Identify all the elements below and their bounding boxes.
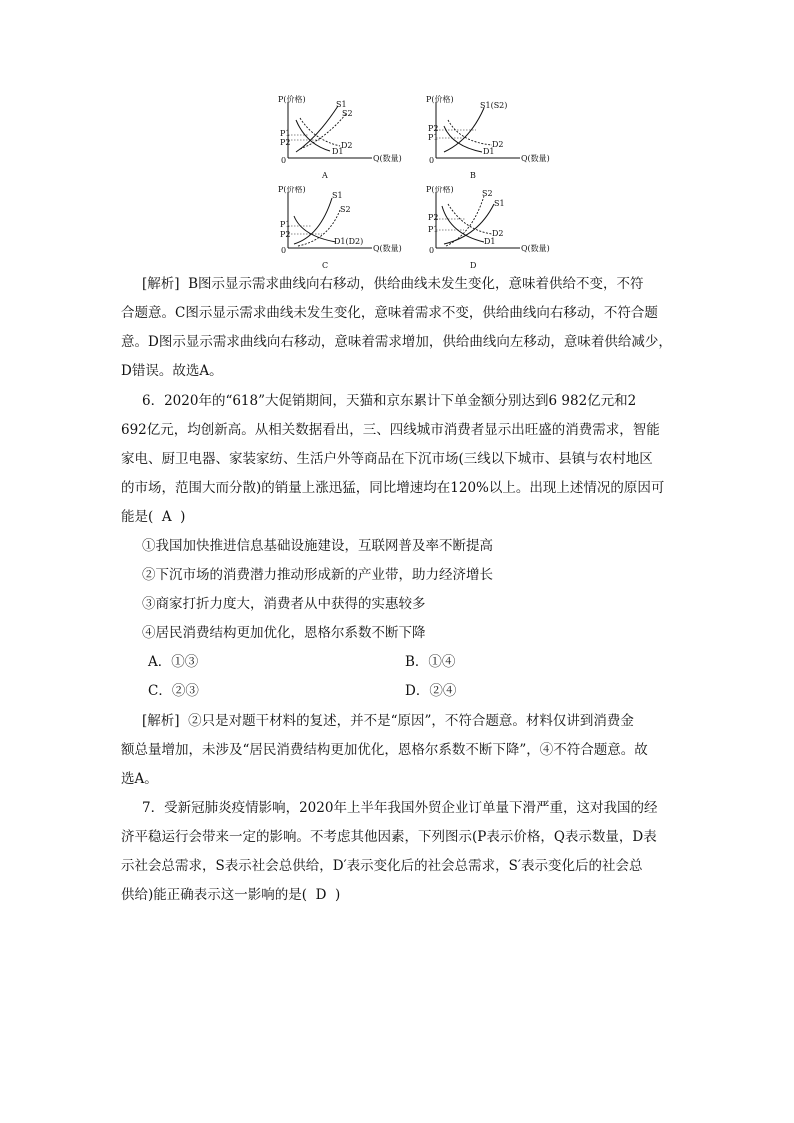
curve-label: D1	[332, 147, 344, 156]
q5-analysis-line: [解析] B图示显示需求曲线向右移动，供给曲线未发生变化，意味着供给不变，不符	[142, 276, 644, 292]
q5-analysis-line: 意。D图示显示需求曲线向右移动，意味着需求增加，供给曲线向左移动，意味着供给减少，	[121, 334, 672, 350]
price-label: P2	[428, 213, 439, 222]
q6-stem-line: 家电、厨卫电器、家装家纺、生活户外等商品在下沉市场(三线以下城市、县镇与农村地区	[121, 451, 653, 467]
curve-label: S1	[494, 199, 505, 208]
origin-label: 0	[429, 246, 435, 255]
curve-label: D2	[492, 229, 504, 238]
p-axis-label: P(价格)	[426, 95, 454, 104]
q7-stem-line: 示社会总需求，S表示社会总供给，D′表示变化后的社会总需求，S′表示变化后的社会总	[121, 858, 643, 874]
curve-label: S2	[342, 109, 353, 118]
q6-item: ③商家打折力度大，消费者从中获得的实惠较多	[142, 596, 426, 612]
panel-label: A	[322, 171, 328, 180]
origin-label: 0	[281, 246, 287, 255]
demand-curve	[294, 216, 336, 242]
option-d: D．②④	[405, 683, 457, 699]
demand-curve-2	[448, 120, 492, 145]
curve-label: S2	[482, 189, 493, 198]
q6-analysis-line: 选A。	[121, 771, 158, 787]
curve-label: D1	[484, 237, 496, 246]
price-label: P2	[280, 138, 291, 147]
q6-item: ④居民消费结构更加优化，恩格尔系数不断下降	[142, 625, 426, 641]
q6-analysis-line: [解析] ②只是对题干材料的复述，并不是“原因”，不符合题意。材料仅讲到消费金	[142, 713, 634, 729]
p-axis-label: P(价格)	[278, 95, 306, 104]
q6-stem-line: 能是( A )	[121, 509, 186, 525]
figure-c	[272, 186, 402, 274]
q7-stem-line: 济平稳运行会带来一定的影响。不考虑其他因素，下列图示(P表示价格，Q表示数量，D表	[121, 829, 657, 845]
q5-analysis-line: 合题意。C图示显示需求曲线未发生变化，意味着需求不变，供给曲线向右移动，不符合题	[121, 305, 658, 321]
q6-stem-line: 692亿元，均创新高。从相关数据看出，三、四线城市消费者显示出旺盛的消费需求，智能	[121, 422, 660, 438]
option-a: A．①③	[148, 654, 199, 670]
p-axis-label: P(价格)	[278, 186, 306, 194]
demand-curve-2	[300, 118, 340, 146]
figure-a	[272, 94, 402, 182]
supply-demand-figures	[272, 94, 550, 270]
curve-label: D2	[341, 141, 353, 150]
q6-item: ①我国加快推进信息基础设施建设，互联网普及率不断提高	[142, 538, 493, 554]
price-label: P1	[280, 220, 291, 229]
q6-item: ②下沉市场的消费潜力推动形成新的产业带，助力经济增长	[142, 567, 493, 583]
curve-label: D1	[483, 147, 495, 156]
q-axis-label: Q(数量)	[521, 244, 550, 253]
curve-label: S1(S2)	[480, 101, 508, 110]
q-axis-label: Q(数量)	[521, 154, 550, 163]
panel-label: B	[470, 171, 476, 180]
price-label: P2	[428, 124, 439, 133]
q6-stem-line: 的市场，范围大而分散)的销量上涨迅猛，同比增速均在120%以上。出现上述情况的原因可	[121, 480, 665, 496]
figure-b	[420, 94, 550, 182]
q-axis-label: Q(数量)	[373, 244, 402, 253]
curve-label: S1	[336, 100, 347, 109]
origin-label: 0	[429, 156, 435, 165]
q7-stem-line: 7．受新冠肺炎疫情影响，2020年上半年我国外贸企业订单量下滑严重，这对我国的经	[142, 800, 658, 816]
curve-label: S2	[340, 205, 351, 214]
panel-label: C	[322, 261, 329, 270]
curve-label: D1(D2)	[334, 237, 364, 246]
panel-label: D	[470, 261, 477, 270]
q6-analysis-line: 额总量增加，未涉及“居民消费结构更加优化，恩格尔系数不断下降”，④不符合题意。故	[121, 742, 648, 758]
q-axis-label: Q(数量)	[373, 154, 402, 163]
curve-label: D2	[492, 140, 504, 149]
supply-curve-1	[294, 198, 332, 244]
q6-stem-line: 6．2020年的“618”大促销期间，天猫和京东累计下单金额分别达到6 982亿元和2	[142, 393, 637, 409]
p-axis-label: P(价格)	[426, 186, 454, 194]
option-c: C．②③	[148, 683, 199, 699]
curve-label: S1	[332, 191, 343, 200]
q5-analysis-line: D错误。故选A。	[121, 363, 223, 379]
price-label: P1	[280, 129, 291, 138]
q7-stem-line: 供给)能正确表示这一影响的是( D )	[121, 887, 341, 903]
price-label: P2	[280, 230, 291, 239]
option-b: B．①④	[405, 654, 456, 670]
price-label: P1	[428, 133, 439, 142]
price-label: P1	[428, 225, 439, 234]
supply-curve-2	[446, 196, 484, 246]
figure-d	[420, 186, 550, 274]
origin-label: 0	[281, 156, 287, 165]
